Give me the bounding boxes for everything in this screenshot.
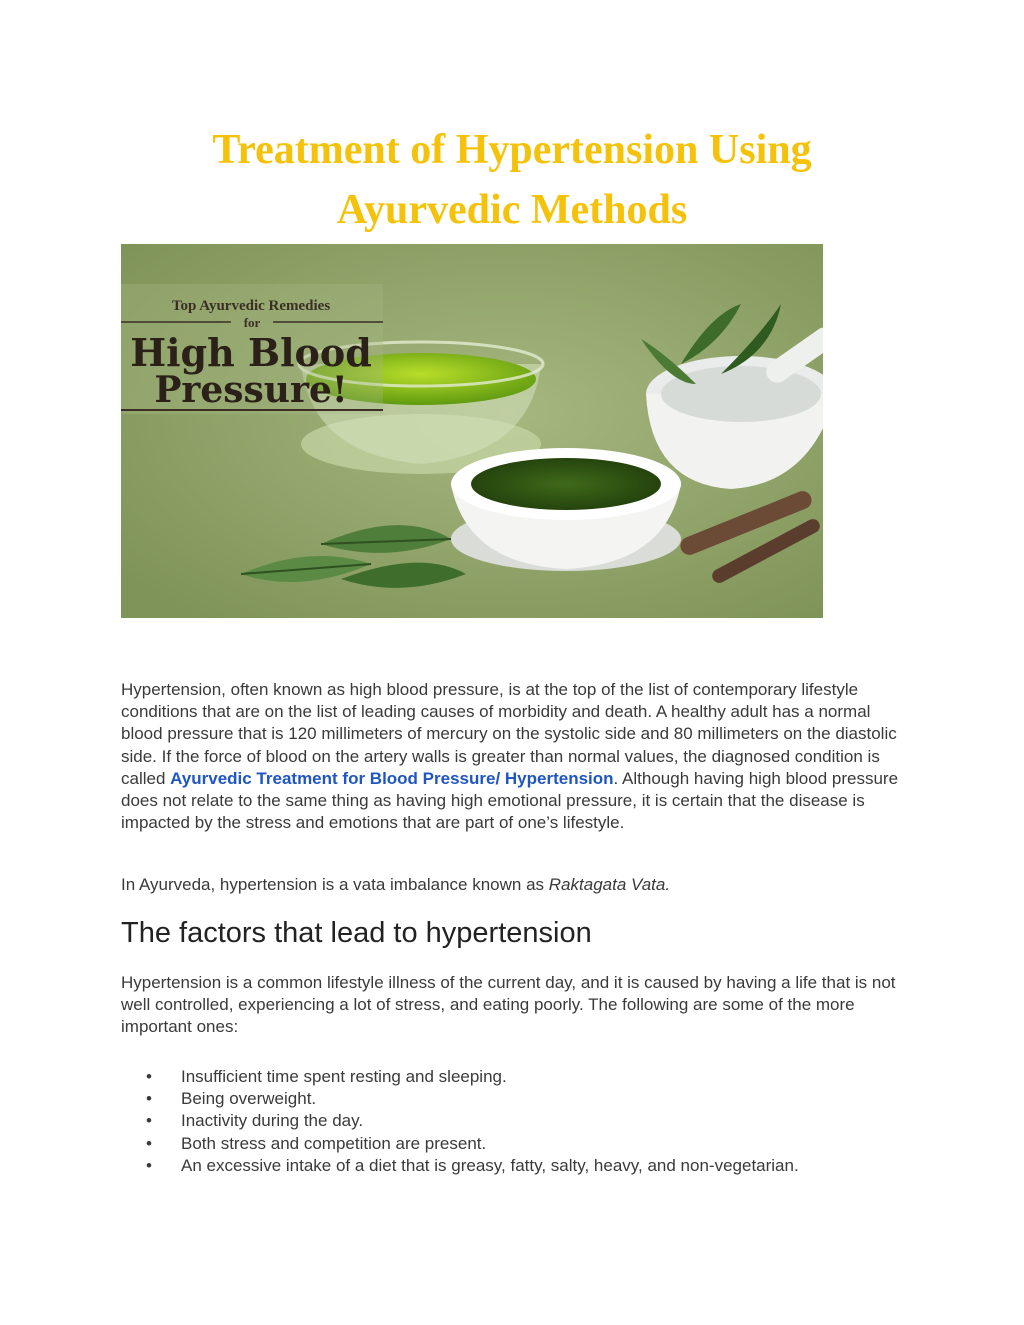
hero-image: [121, 244, 823, 618]
bullet-icon: •: [146, 1089, 152, 1109]
bullet-icon: •: [146, 1111, 152, 1131]
hero-banner-subtitle: Top Ayurvedic Remedies: [171, 298, 331, 314]
list-item-text: Both stress and competition are present.: [181, 1133, 487, 1153]
list-item: [121, 1110, 799, 1132]
bullet-icon: •: [146, 1133, 152, 1153]
hero-banner-heading-line-2: Pressure!: [154, 369, 348, 411]
list-item-text: An excessive intake of a diet that is greasy, fatty, salty, heavy, and non-vegetarian.: [181, 1155, 799, 1175]
hero-banner-for: for: [243, 315, 261, 330]
hero-banner-heading-line-1: High Blood: [130, 330, 372, 375]
ayurveda-note: [121, 874, 911, 896]
list-item: [121, 1088, 799, 1110]
ayurveda-note-text: In Ayurveda, hypertension is a vata imbalance known as: [121, 875, 549, 894]
list-item-text: Insufficient time spent resting and sleeping.: [181, 1067, 507, 1086]
list-item-text: Being overweight.: [181, 1089, 317, 1109]
intro-text-after-link: . Although having high blood pressure does not relate to the same thing as having high emotional pressure, it is certain that the disease is impacted by the stress and emotions that are part of one’s lifestyle.: [121, 768, 899, 833]
factors-list: [121, 1066, 799, 1177]
link-separator: /: [495, 768, 505, 788]
bullet-icon: •: [146, 1067, 152, 1086]
list-item: [121, 1133, 799, 1155]
section-intro: Hypertension is a common lifestyle illness of the current day, and it is caused by having a life that is not well controlled, experiencing a lot of stress, and eating poorly. The following are some of the more important ones:: [121, 973, 896, 1037]
hypertension-link[interactable]: Hypertension: [504, 768, 614, 788]
raktagata-vata-term: Raktagata Vata.: [548, 875, 671, 894]
page-title-line-1: Treatment of Hypertension Using: [212, 127, 812, 173]
list-item-text: Inactivity during the day.: [181, 1111, 364, 1131]
list-item: [121, 1155, 799, 1177]
intro-paragraph: [121, 679, 911, 834]
intro-text-before-link: Hypertension, often known as high blood pressure, is at the top of the list of contemporary lifestyle conditions that are on the list of leading causes of morbidity and death. A healthy adult has a normal blood pressure that is 120 millimeters of mercury on the systolic side and 80 millimeters on the diastolic side. If the force of blood on the artery walls is greater than normal values, the diagnosed condition is called: [121, 680, 897, 788]
page-title: [0, 120, 1024, 240]
ayurvedic-treatment-link[interactable]: Ayurvedic Treatment for Blood Pressure: [170, 768, 496, 788]
bullet-icon: •: [146, 1155, 152, 1175]
section-heading: The factors that lead to hypertension: [121, 917, 592, 949]
page-title-line-2: Ayurvedic Methods: [336, 187, 688, 233]
list-item: [121, 1066, 799, 1088]
